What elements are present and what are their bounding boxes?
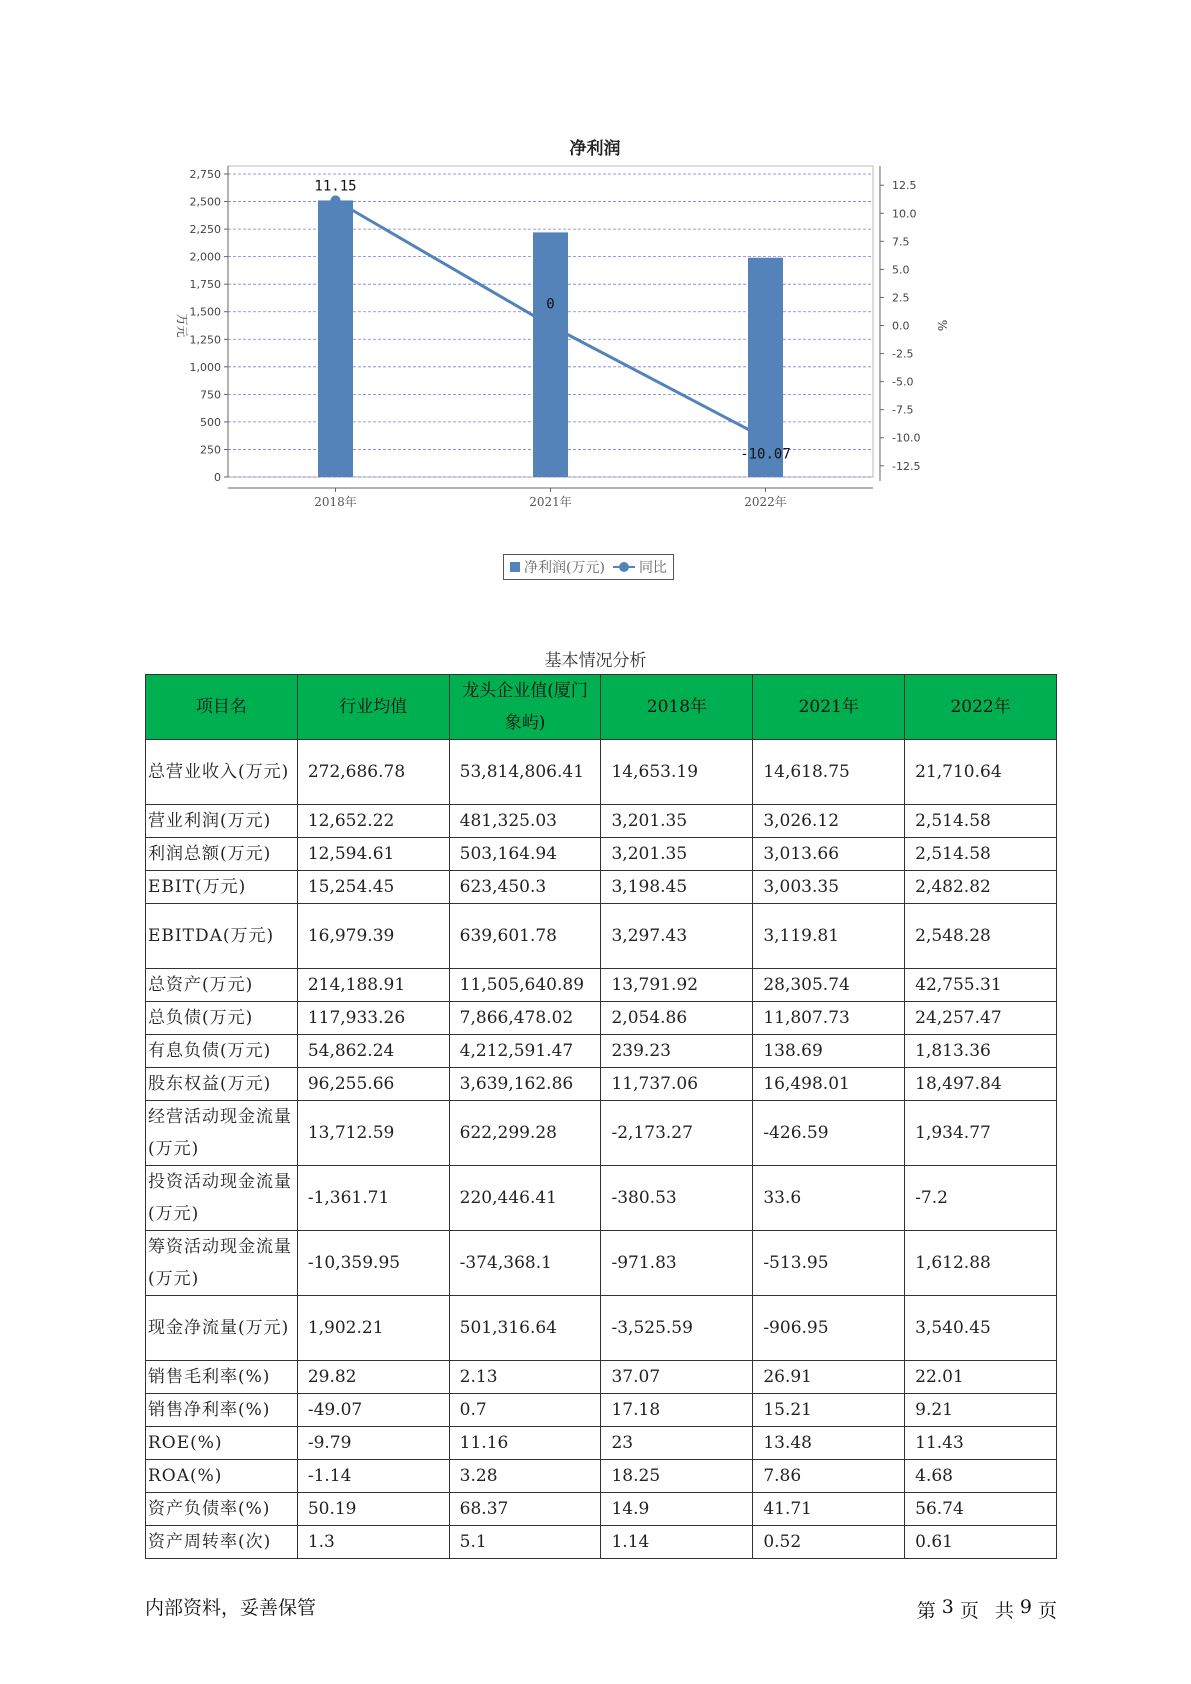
row-label-cell: 经营活动现金流量(万元) bbox=[146, 1101, 298, 1166]
value-cell: 117,933.26 bbox=[297, 1002, 449, 1035]
value-cell: 16,498.01 bbox=[753, 1068, 905, 1101]
value-cell: 56.74 bbox=[905, 1493, 1057, 1526]
y-tick-label: 1,000 bbox=[189, 360, 221, 374]
value-cell: 24,257.47 bbox=[905, 1002, 1057, 1035]
value-cell: 11,807.73 bbox=[753, 1002, 905, 1035]
header-cell: 2018年 bbox=[601, 675, 753, 740]
value-cell: -1,361.71 bbox=[297, 1166, 449, 1231]
bar-2022年 bbox=[748, 258, 783, 477]
value-cell: 33.6 bbox=[753, 1166, 905, 1231]
value-cell: 3,201.35 bbox=[601, 838, 753, 871]
value-cell: -426.59 bbox=[753, 1101, 905, 1166]
value-cell: 22.01 bbox=[905, 1361, 1057, 1394]
row-label-cell: EBITDA(万元) bbox=[146, 904, 298, 969]
value-cell: 41.71 bbox=[753, 1493, 905, 1526]
value-cell: 15.21 bbox=[753, 1394, 905, 1427]
y-tick-label: 750 bbox=[200, 388, 221, 402]
value-cell: 639,601.78 bbox=[449, 904, 601, 969]
legend-line-swatch bbox=[613, 562, 635, 572]
row-label-cell: 营业利润(万元) bbox=[146, 805, 298, 838]
value-cell: 37.07 bbox=[601, 1361, 753, 1394]
table-row bbox=[146, 805, 1057, 838]
y2-tick-label: 10.0 bbox=[892, 207, 917, 221]
y2-axis-title: % bbox=[935, 319, 949, 332]
row-label-cell: 筹资活动现金流量(万元) bbox=[146, 1231, 298, 1296]
chart-title: 净利润 bbox=[569, 139, 621, 159]
value-cell: -374,368.1 bbox=[449, 1231, 601, 1296]
y-tick-label: 2,000 bbox=[189, 250, 221, 264]
bar-2021年 bbox=[533, 232, 568, 477]
value-cell: 26.91 bbox=[753, 1361, 905, 1394]
row-label-cell: 销售毛利率(%) bbox=[146, 1361, 298, 1394]
value-cell: 11,737.06 bbox=[601, 1068, 753, 1101]
table-body bbox=[146, 740, 1057, 1559]
table-row bbox=[146, 1460, 1057, 1493]
row-label-cell: ROA(%) bbox=[146, 1460, 298, 1493]
value-cell: 14,618.75 bbox=[753, 740, 905, 805]
value-cell: 2,548.28 bbox=[905, 904, 1057, 969]
value-cell: 3.28 bbox=[449, 1460, 601, 1493]
value-cell: 3,119.81 bbox=[753, 904, 905, 969]
table-row bbox=[146, 1394, 1057, 1427]
value-cell: -380.53 bbox=[601, 1166, 753, 1231]
value-cell: 29.82 bbox=[297, 1361, 449, 1394]
y2-tick-label: -7.5 bbox=[892, 403, 914, 417]
value-cell: 138.69 bbox=[753, 1035, 905, 1068]
value-cell: 12,652.22 bbox=[297, 805, 449, 838]
value-cell: 3,540.45 bbox=[905, 1296, 1057, 1361]
value-cell: 623,450.3 bbox=[449, 871, 601, 904]
value-cell: 9.21 bbox=[905, 1394, 1057, 1427]
value-cell: 481,325.03 bbox=[449, 805, 601, 838]
row-label-cell: 现金净流量(万元) bbox=[146, 1296, 298, 1361]
y2-tick-label: -12.5 bbox=[892, 459, 921, 473]
table-caption: 基本情况分析 bbox=[544, 651, 647, 671]
row-label-cell: EBIT(万元) bbox=[146, 871, 298, 904]
page-suffix: 页 bbox=[1037, 1600, 1057, 1622]
value-cell: -49.07 bbox=[297, 1394, 449, 1427]
row-label-cell: 股东权益(万元) bbox=[146, 1068, 298, 1101]
value-cell: 54,862.24 bbox=[297, 1035, 449, 1068]
header-cell: 项目名 bbox=[146, 675, 298, 740]
row-label-cell: ROE(%) bbox=[146, 1427, 298, 1460]
value-cell: 50.19 bbox=[297, 1493, 449, 1526]
value-cell: 96,255.66 bbox=[297, 1068, 449, 1101]
value-cell: 16,979.39 bbox=[297, 904, 449, 969]
y-tick-label: 500 bbox=[200, 415, 221, 429]
value-cell: 2,482.82 bbox=[905, 871, 1057, 904]
legend-label-bar: 净利润(万元) bbox=[524, 560, 605, 576]
value-cell: 0.52 bbox=[753, 1526, 905, 1559]
value-cell: 14,653.19 bbox=[601, 740, 753, 805]
table-row bbox=[146, 1493, 1057, 1526]
row-label-cell: 资产周转率(次) bbox=[146, 1526, 298, 1559]
header-cell: 2021年 bbox=[753, 675, 905, 740]
row-label-cell: 利润总额(万元) bbox=[146, 838, 298, 871]
value-cell: 501,316.64 bbox=[449, 1296, 601, 1361]
value-cell: 4,212,591.47 bbox=[449, 1035, 601, 1068]
value-cell: 13.48 bbox=[753, 1427, 905, 1460]
value-cell: 3,013.66 bbox=[753, 838, 905, 871]
table-row bbox=[146, 1361, 1057, 1394]
value-cell: 11.16 bbox=[449, 1427, 601, 1460]
bar-2018年 bbox=[318, 200, 353, 477]
table-row bbox=[146, 871, 1057, 904]
y-tick-label: 1,500 bbox=[189, 305, 221, 319]
legend-item-line bbox=[613, 557, 667, 577]
y2-tick-label: 0.0 bbox=[892, 319, 910, 333]
y-tick-label: 1,750 bbox=[189, 278, 221, 292]
y2-tick-label: -2.5 bbox=[892, 347, 914, 361]
value-cell: 18.25 bbox=[601, 1460, 753, 1493]
chart-legend bbox=[503, 554, 674, 580]
value-cell: 3,003.35 bbox=[753, 871, 905, 904]
footer-confidential-note: 内部资料，妥善保管 bbox=[145, 1597, 317, 1619]
row-label-cell: 总营业收入(万元) bbox=[146, 740, 298, 805]
yoy-data-label: -10.07 bbox=[740, 446, 791, 463]
value-cell: 13,791.92 bbox=[601, 969, 753, 1002]
header-cell: 行业均值 bbox=[297, 675, 449, 740]
table-row bbox=[146, 1068, 1057, 1101]
value-cell: 3,297.43 bbox=[601, 904, 753, 969]
x-tick-label: 2022年 bbox=[744, 495, 787, 509]
net-profit-chart bbox=[165, 132, 1045, 592]
y2-tick-label: 12.5 bbox=[892, 179, 917, 193]
table-row bbox=[146, 969, 1057, 1002]
value-cell: 1,612.88 bbox=[905, 1231, 1057, 1296]
value-cell: 17.18 bbox=[601, 1394, 753, 1427]
value-cell: 4.68 bbox=[905, 1460, 1057, 1493]
table-header-row bbox=[146, 675, 1057, 740]
value-cell: 503,164.94 bbox=[449, 838, 601, 871]
yoy-point bbox=[331, 195, 341, 205]
value-cell: 18,497.84 bbox=[905, 1068, 1057, 1101]
row-label-cell: 投资活动现金流量(万元) bbox=[146, 1166, 298, 1231]
value-cell: 622,299.28 bbox=[449, 1101, 601, 1166]
value-cell: 3,639,162.86 bbox=[449, 1068, 601, 1101]
value-cell: 1,813.36 bbox=[905, 1035, 1057, 1068]
yoy-data-label: 0 bbox=[546, 296, 555, 313]
row-label-cell: 总资产(万元) bbox=[146, 969, 298, 1002]
bar-series bbox=[318, 200, 783, 477]
value-cell: 2.13 bbox=[449, 1361, 601, 1394]
value-cell: 11.43 bbox=[905, 1427, 1057, 1460]
value-cell: 7,866,478.02 bbox=[449, 1002, 601, 1035]
value-cell: 7.86 bbox=[753, 1460, 905, 1493]
y-tick-label: 2,500 bbox=[189, 195, 221, 209]
table-row bbox=[146, 1002, 1057, 1035]
value-cell: 0.7 bbox=[449, 1394, 601, 1427]
yoy-data-label: 11.15 bbox=[314, 178, 357, 195]
header-cell: 龙头企业值(厦门象屿) bbox=[449, 675, 601, 740]
value-cell: 13,712.59 bbox=[297, 1101, 449, 1166]
value-cell: 272,686.78 bbox=[297, 740, 449, 805]
value-cell: 23 bbox=[601, 1427, 753, 1460]
y-tick-label: 2,750 bbox=[189, 168, 221, 181]
x-tick-label: 2021年 bbox=[529, 495, 572, 509]
legend-label-line: 同比 bbox=[638, 560, 667, 576]
y2-tick-label: 2.5 bbox=[892, 291, 910, 305]
value-cell: -9.79 bbox=[297, 1427, 449, 1460]
value-cell: 21,710.64 bbox=[905, 740, 1057, 805]
y-tick-label: 2,250 bbox=[189, 223, 221, 237]
row-label-cell: 资产负债率(%) bbox=[146, 1493, 298, 1526]
value-cell: 2,514.58 bbox=[905, 805, 1057, 838]
value-cell: 5.1 bbox=[449, 1526, 601, 1559]
value-cell: 14.9 bbox=[601, 1493, 753, 1526]
table-row bbox=[146, 740, 1057, 805]
y2-tick-label: 5.0 bbox=[892, 263, 910, 277]
value-cell: 1,902.21 bbox=[297, 1296, 449, 1361]
value-cell: 28,305.74 bbox=[753, 969, 905, 1002]
table-row bbox=[146, 1296, 1057, 1361]
header-cell: 2022年 bbox=[905, 675, 1057, 740]
value-cell: 2,054.86 bbox=[601, 1002, 753, 1035]
page-total: 9 bbox=[1019, 1596, 1032, 1618]
chart-canvas bbox=[165, 132, 1045, 592]
table-row bbox=[146, 1427, 1057, 1460]
value-cell: 3,201.35 bbox=[601, 805, 753, 838]
value-cell: -10,359.95 bbox=[297, 1231, 449, 1296]
row-label-cell: 总负债(万元) bbox=[146, 1002, 298, 1035]
y-tick-label: 1,250 bbox=[189, 333, 221, 347]
value-cell: 1.3 bbox=[297, 1526, 449, 1559]
page-mid: 页 bbox=[959, 1600, 979, 1622]
value-cell: 15,254.45 bbox=[297, 871, 449, 904]
legend-bar-swatch bbox=[510, 562, 520, 572]
table-row bbox=[146, 904, 1057, 969]
y2-tick-label: -10.0 bbox=[892, 431, 921, 445]
value-cell: 214,188.91 bbox=[297, 969, 449, 1002]
y2-tick-label: 7.5 bbox=[892, 235, 910, 249]
value-cell: -513.95 bbox=[753, 1231, 905, 1296]
footer-page-number bbox=[917, 1596, 1057, 1623]
value-cell: 12,594.61 bbox=[297, 838, 449, 871]
table-row bbox=[146, 1101, 1057, 1166]
table-row bbox=[146, 1231, 1057, 1296]
value-cell: 2,514.58 bbox=[905, 838, 1057, 871]
page-prefix: 第 bbox=[916, 1600, 936, 1622]
value-cell: 3,198.45 bbox=[601, 871, 753, 904]
value-cell: -1.14 bbox=[297, 1460, 449, 1493]
value-cell: 42,755.31 bbox=[905, 969, 1057, 1002]
y-tick-label: 0 bbox=[214, 471, 221, 484]
value-cell: 11,505,640.89 bbox=[449, 969, 601, 1002]
row-label-cell: 销售净利率(%) bbox=[146, 1394, 298, 1427]
value-cell: 68.37 bbox=[449, 1493, 601, 1526]
y-axis-title: 万元 bbox=[175, 313, 189, 338]
table-row bbox=[146, 1166, 1057, 1231]
value-cell: 1.14 bbox=[601, 1526, 753, 1559]
y-tick-label: 250 bbox=[200, 443, 221, 457]
page-current: 3 bbox=[941, 1596, 954, 1618]
y2-tick-label: -5.0 bbox=[892, 375, 914, 389]
value-cell: 220,446.41 bbox=[449, 1166, 601, 1231]
value-cell: 239.23 bbox=[601, 1035, 753, 1068]
value-cell: -3,525.59 bbox=[601, 1296, 753, 1361]
basic-analysis-table bbox=[145, 674, 1057, 1559]
table-row bbox=[146, 1526, 1057, 1559]
x-tick-label: 2018年 bbox=[314, 495, 357, 509]
value-cell: -2,173.27 bbox=[601, 1101, 753, 1166]
value-cell: 53,814,806.41 bbox=[449, 740, 601, 805]
value-cell: 0.61 bbox=[905, 1526, 1057, 1559]
table-row bbox=[146, 1035, 1057, 1068]
legend-item-bar bbox=[510, 557, 605, 577]
page-total-prefix: 共 bbox=[994, 1600, 1014, 1622]
row-label-cell: 有息负债(万元) bbox=[146, 1035, 298, 1068]
value-cell: 1,934.77 bbox=[905, 1101, 1057, 1166]
value-cell: -906.95 bbox=[753, 1296, 905, 1361]
value-cell: -971.83 bbox=[601, 1231, 753, 1296]
table-row bbox=[146, 838, 1057, 871]
value-cell: 3,026.12 bbox=[753, 805, 905, 838]
value-cell: -7.2 bbox=[905, 1166, 1057, 1231]
